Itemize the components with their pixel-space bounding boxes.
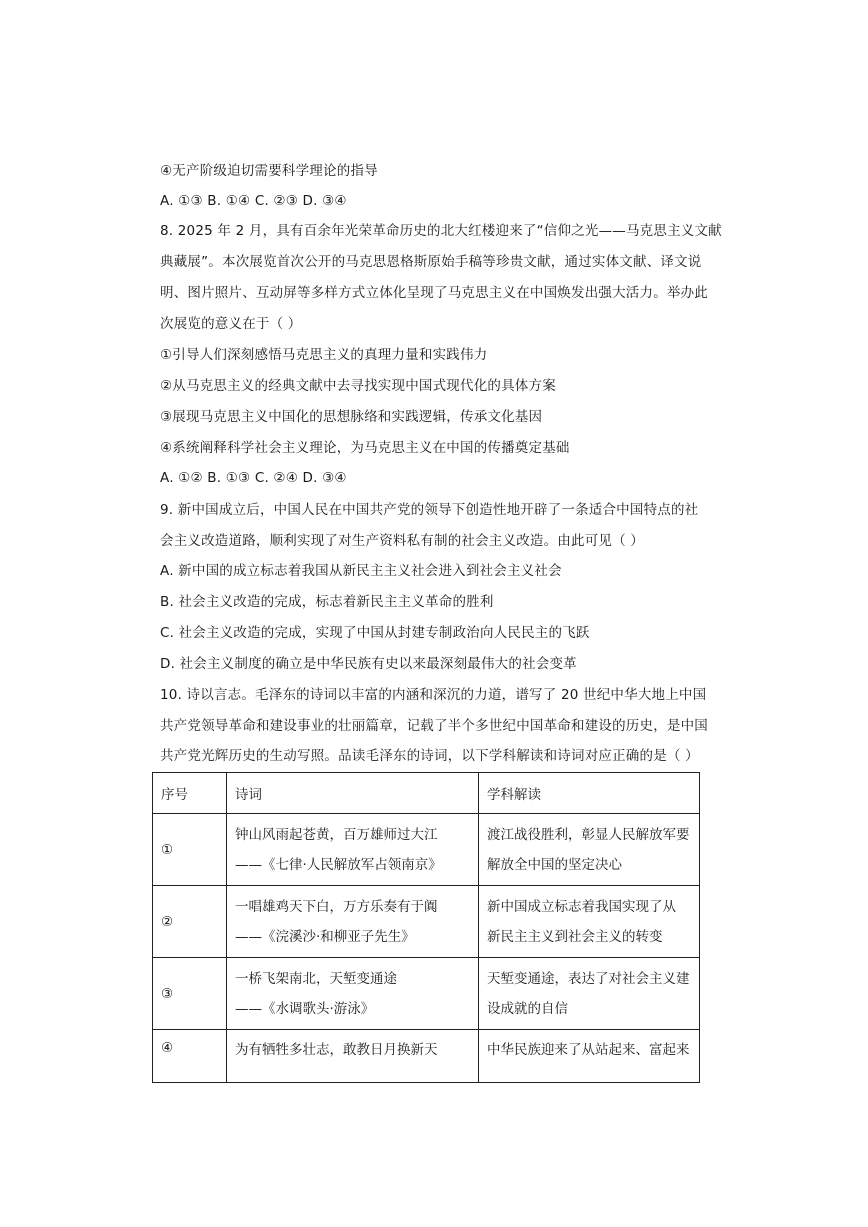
reading-line: 渡江战役胜利，彰显人民解放军要 bbox=[487, 826, 690, 843]
row-poem bbox=[227, 958, 479, 1030]
table-row bbox=[153, 1030, 700, 1083]
reading-line: 中华民族迎来了从站起来、富起来 bbox=[487, 1042, 690, 1058]
q8-stem-line-4: 次展览的意义在于（ ） bbox=[160, 316, 302, 332]
poem-source: ——《七律·人民解放军占领南京》 bbox=[235, 856, 442, 873]
q8-stem-line-3: 明、图片照片、互动屏等多样方式立体化呈现了马克思主义在中国焕发出强大活力。举办此 bbox=[160, 285, 708, 301]
q9-option-b: B. 社会主义改造的完成，标志着新民主主义革命的胜利 bbox=[160, 594, 494, 610]
q10-stem-line-2: 共产党领导革命和建设事业的壮丽篇章，记载了半个多世纪中国革命和建设的历史，是中国 bbox=[160, 718, 708, 734]
poem-source: ——《浣溪沙·和柳亚子先生》 bbox=[235, 928, 415, 945]
row-number: ① bbox=[153, 814, 227, 886]
row-poem bbox=[227, 886, 479, 958]
q7-option-4: ④无产阶级迫切需要科学理论的指导 bbox=[160, 163, 378, 179]
q9-stem-line-2: 会主义改造道路，顺利实现了对生产资料私有制的社会主义改造。由此可见（ ） bbox=[160, 533, 644, 549]
poem-line: 一桥飞架南北，天堑变通途 bbox=[235, 970, 397, 987]
poem-table bbox=[152, 772, 700, 1083]
row-poem bbox=[227, 1030, 479, 1083]
table-row bbox=[153, 814, 700, 886]
row-reading bbox=[479, 886, 700, 958]
q10-stem-line-3: 共产党光辉历史的生动写照。品读毛泽东的诗词，以下学科解读和诗词对应正确的是（ ） bbox=[160, 748, 699, 764]
poem-line: 一唱雄鸡天下白，万方乐奏有于阗 bbox=[235, 898, 438, 915]
reading-line: 设成就的自信 bbox=[487, 1000, 568, 1017]
q8-choices: A. ①② B. ①③ C. ②④ D. ③④ bbox=[160, 470, 347, 486]
q10-stem-line-1: 10. 诗以言志。毛泽东的诗词以丰富的内涵和深沉的力道，谱写了 20 世纪中华大地上中国 bbox=[160, 687, 707, 703]
q8-option-4: ④系统阐释科学社会主义理论，为马克思主义在中国的传播奠定基础 bbox=[160, 440, 570, 456]
q8-option-2: ②从马克思主义的经典文献中去寻找实现中国式现代化的具体方案 bbox=[160, 378, 556, 394]
q8-stem-line-2: 典藏展”。本次展览首次公开的马克思恩格斯原始手稿等珍贵文献，通过实体文献、译文说 bbox=[160, 254, 702, 270]
table-row bbox=[153, 886, 700, 958]
q8-option-1: ①引导人们深刻感悟马克思主义的真理力量和实践伟力 bbox=[160, 347, 488, 363]
reading-line: 新民主主义到社会主义的转变 bbox=[487, 928, 663, 945]
poem-line: 钟山风雨起苍黄，百万雄师过大江 bbox=[235, 826, 438, 843]
row-reading bbox=[479, 1030, 700, 1083]
header-poem: 诗词 bbox=[227, 773, 479, 814]
row-reading bbox=[479, 814, 700, 886]
poem-line: 为有牺牲多壮志，敢教日月换新天 bbox=[235, 1042, 438, 1058]
row-reading bbox=[479, 958, 700, 1030]
header-number: 序号 bbox=[153, 773, 227, 814]
row-poem bbox=[227, 814, 479, 886]
poem-source: ——《水调歌头·游泳》 bbox=[235, 1000, 375, 1017]
reading-line: 天堑变通途，表达了对社会主义建 bbox=[487, 970, 690, 987]
header-reading: 学科解读 bbox=[479, 773, 700, 814]
q9-stem-line-1: 9. 新中国成立后，中国人民在中国共产党的领导下创造性地开辟了一条适合中国特点的社 bbox=[160, 502, 699, 518]
q8-option-3: ③展现马克思主义中国化的思想脉络和实践逻辑，传承文化基因 bbox=[160, 409, 543, 425]
reading-line: 解放全中国的坚定决心 bbox=[487, 856, 622, 873]
q9-option-a: A. 新中国的成立标志着我国从新民主主义社会进入到社会主义社会 bbox=[160, 563, 562, 579]
table-row bbox=[153, 958, 700, 1030]
table-header-row bbox=[153, 773, 700, 814]
q7-choices: A. ①③ B. ①④ C. ②③ D. ③④ bbox=[160, 193, 347, 209]
q9-option-c: C. 社会主义改造的完成，实现了中国从封建专制政治向人民民主的飞跃 bbox=[160, 625, 590, 641]
row-number: ③ bbox=[153, 958, 227, 1030]
row-number: ② bbox=[153, 886, 227, 958]
reading-line: 新中国成立标志着我国实现了从 bbox=[487, 898, 676, 915]
q8-stem-line-1: 8. 2025 年 2 月，具有百余年光荣革命历史的北大红楼迎来了“信仰之光——马克思主义文献 bbox=[160, 223, 722, 239]
q9-option-d: D. 社会主义制度的确立是中华民族有史以来最深刻最伟大的社会变革 bbox=[160, 656, 577, 672]
row-number: ④ bbox=[153, 1030, 227, 1083]
